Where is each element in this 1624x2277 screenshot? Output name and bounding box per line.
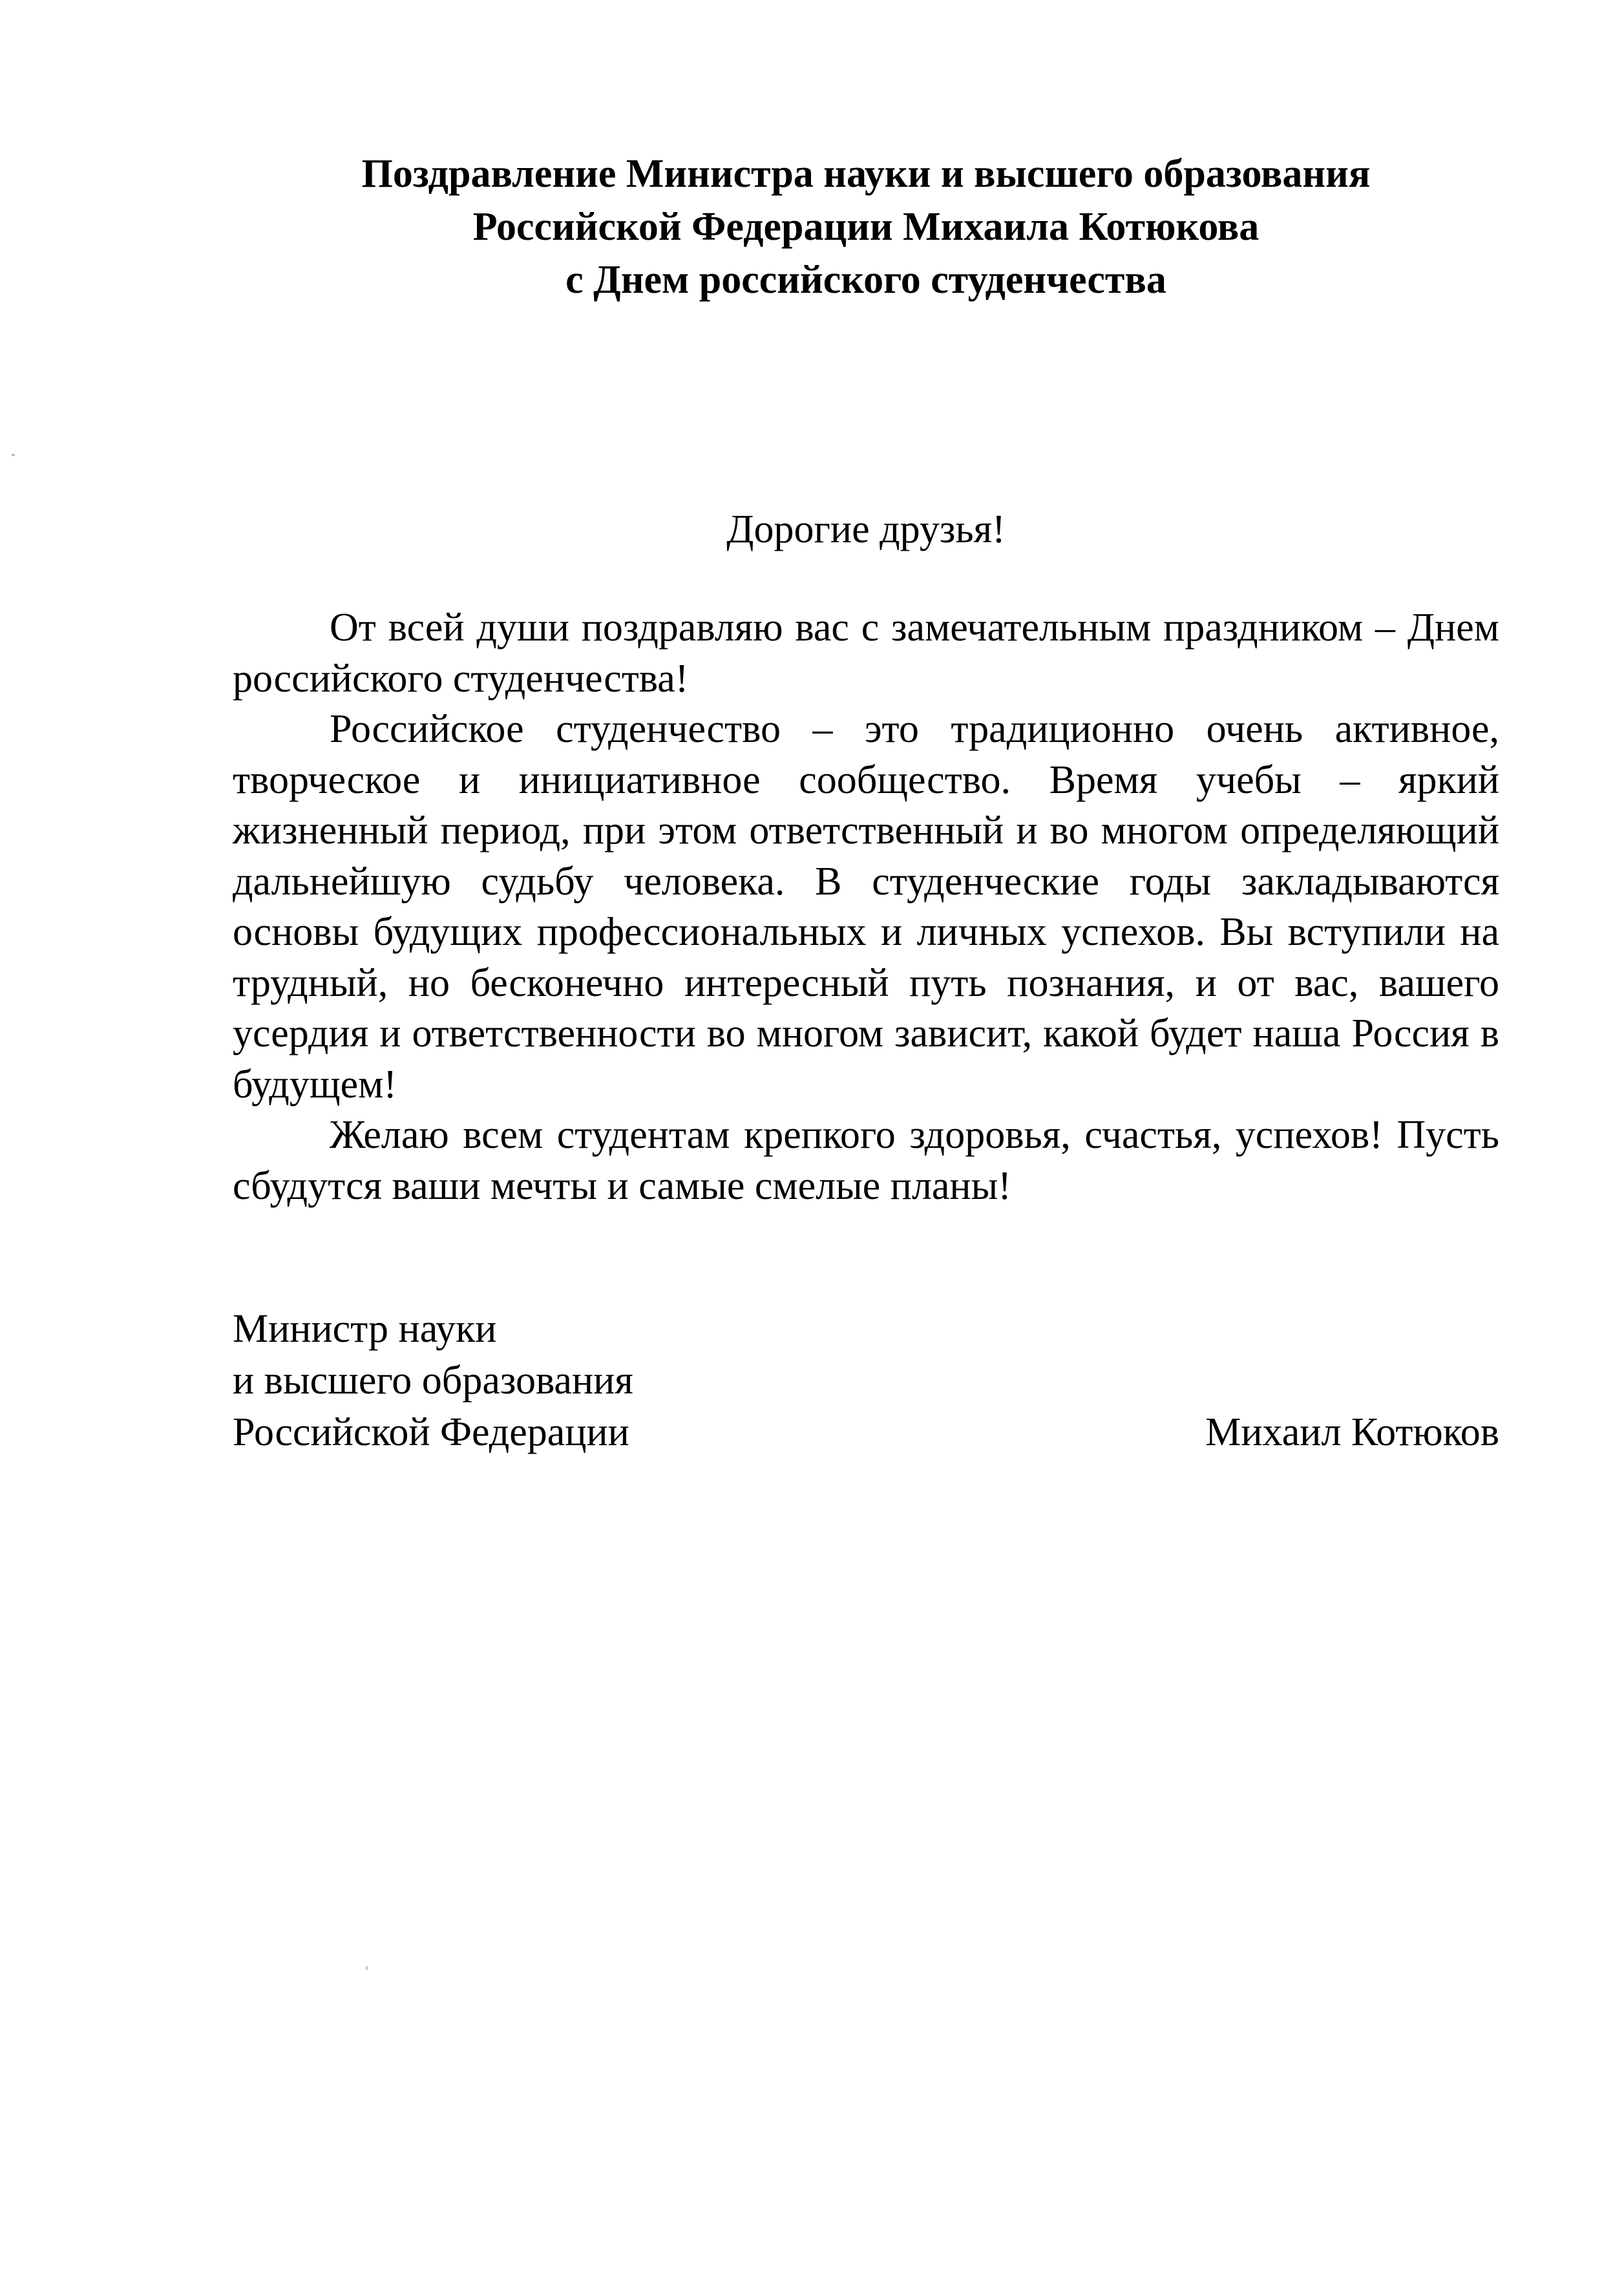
greeting: Дорогие друзья! bbox=[726, 507, 1006, 551]
paragraph-3: Желаю всем студентам крепкого здоровья, счастья, успехов! Пусть сбудутся ваши мечты и самые смелые планы! bbox=[233, 1113, 1499, 1208]
title-line-2: Российской Федерации Михаила Котюкова bbox=[472, 205, 1260, 249]
signature-position-line-2: и высшего образования bbox=[233, 1359, 633, 1403]
title-line-3: с Днем российского студенчества bbox=[565, 258, 1166, 302]
scan-speck bbox=[366, 1966, 368, 1970]
paragraph-2: Российское студенчество – это традиционно очень активное, творческое и инициативное сообщество. Время учебы – яркий жизненный период, при этом ответственный и во многом определяющий дальнейшую судьбу человека. В студенческие годы закладываются основы будущих профессиональных и личных успехов. Вы вступили на трудный, но бесконечно интересный путь познания, и от вас, вашего усердия и ответственности во многом зависит, какой будет наша Россия в будущем! bbox=[233, 707, 1499, 1107]
letter-body bbox=[233, 602, 1499, 1211]
signature-position-line-1: Министр науки bbox=[233, 1307, 497, 1351]
signatory-name: Михаил Котюков bbox=[1205, 1410, 1499, 1454]
title-line-1: Поздравление Министра науки и высшего образования bbox=[361, 152, 1371, 196]
paragraph-1: От всей души поздравляю вас с замечательным праздником – Днем российского студенчества! bbox=[233, 606, 1499, 701]
scan-speck bbox=[12, 454, 15, 456]
signature-position-line-3: Российской Федерации bbox=[233, 1410, 629, 1454]
document-title bbox=[194, 147, 1538, 306]
signature-block bbox=[233, 1303, 1499, 1458]
